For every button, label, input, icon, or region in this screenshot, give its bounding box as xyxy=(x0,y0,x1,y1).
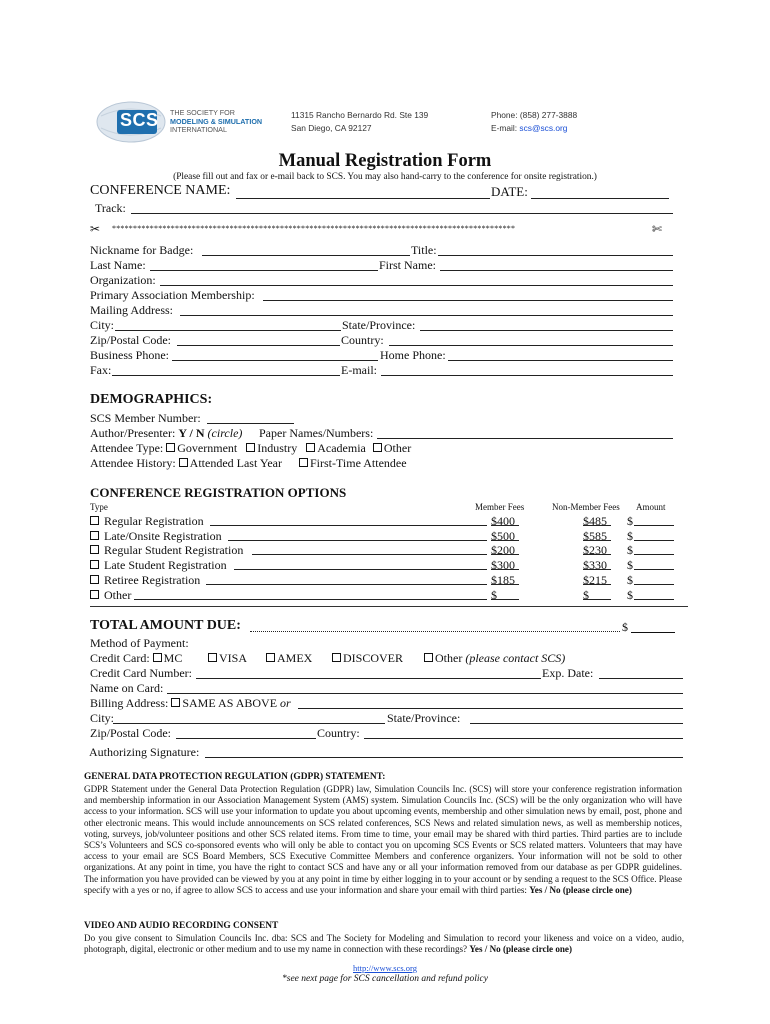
date-label: DATE: xyxy=(491,184,528,199)
attendee-history-last-year[interactable]: Attended Last Year xyxy=(179,456,282,470)
attendee-type-other[interactable]: Other xyxy=(373,441,411,455)
name-on-card-label: Name on Card: xyxy=(90,681,164,695)
checkbox-icon xyxy=(90,545,99,554)
last-name-label: Last Name: xyxy=(90,258,146,272)
fee-member: $ xyxy=(491,587,497,602)
billing-country-field[interactable] xyxy=(364,738,683,739)
checkbox-icon xyxy=(208,653,217,662)
signature-field[interactable] xyxy=(205,757,683,758)
checkbox-icon xyxy=(171,698,180,707)
name-on-card-field[interactable] xyxy=(167,693,683,694)
fee-member: $300 xyxy=(491,558,515,573)
home-phone-field[interactable] xyxy=(448,360,673,361)
checkbox-icon xyxy=(166,443,175,452)
primary-membership-label: Primary Association Membership: xyxy=(90,288,255,302)
fee-nonmember: $230 xyxy=(583,543,607,558)
scissors-left-icon: ✂ xyxy=(90,222,101,236)
registration-leader-line xyxy=(210,525,487,526)
fee-member: $400 xyxy=(491,514,515,528)
checkbox-icon xyxy=(299,458,308,467)
gdpr-consent-answer[interactable]: Yes / No (please circle one) xyxy=(529,884,632,895)
org-address-line2: San Diego, CA 92127 xyxy=(291,122,372,133)
checkbox-icon xyxy=(266,653,275,662)
fee-member: $200 xyxy=(491,543,515,558)
fee-nonmember: $ xyxy=(583,587,589,602)
nickname-field[interactable] xyxy=(202,255,410,256)
checkbox-icon xyxy=(306,443,315,452)
conference-name-field[interactable] xyxy=(236,198,490,199)
checkbox-icon xyxy=(90,516,99,525)
home-phone-label: Home Phone: xyxy=(380,348,446,362)
fee-nonmember: $330 xyxy=(583,558,607,573)
mailing-address-label: Mailing Address: xyxy=(90,303,173,317)
registration-option[interactable]: Retiree Registration xyxy=(90,573,200,587)
fee-nonmember-underline xyxy=(583,554,611,555)
card-option-amex[interactable]: AMEX xyxy=(266,651,312,665)
zip-field[interactable] xyxy=(177,345,340,346)
fee-nonmember-underline xyxy=(583,525,611,526)
card-option-visa[interactable]: VISA xyxy=(208,651,247,665)
fee-amount[interactable]: $ xyxy=(627,572,633,587)
org-email-label: E-mail: xyxy=(491,122,520,133)
last-name-field[interactable] xyxy=(150,270,378,271)
fee-nonmember: $585 xyxy=(583,528,607,543)
attendee-history-label: Attendee History: xyxy=(90,456,176,470)
attendee-type-label: Attendee Type: xyxy=(90,441,164,455)
scissors-right-icon: ✄ xyxy=(652,222,663,236)
fee-amount[interactable]: $ xyxy=(627,543,633,558)
checkbox-icon xyxy=(90,575,99,584)
zip-label: Zip/Postal Code: xyxy=(90,333,171,347)
paper-names-label: Paper Names/Numbers: xyxy=(259,426,374,440)
fee-amount[interactable]: $ xyxy=(627,528,633,543)
city-field[interactable] xyxy=(115,330,341,331)
registration-leader-line xyxy=(234,569,487,570)
track-field[interactable] xyxy=(131,213,673,214)
registration-option[interactable]: Other xyxy=(90,588,131,602)
state-field[interactable] xyxy=(420,330,673,331)
billing-state-label: State/Province: xyxy=(387,711,461,725)
author-presenter-label: Author/Presenter: xyxy=(90,426,179,440)
scs-logo xyxy=(95,98,263,144)
checkbox-icon xyxy=(373,443,382,452)
checkbox-icon xyxy=(153,653,162,662)
member-number-field[interactable] xyxy=(207,423,294,424)
fee-member-underline xyxy=(491,540,519,541)
org-name-line1: THE SOCIETY FOR xyxy=(170,108,235,117)
total-leader-dots xyxy=(250,631,620,632)
fee-member-underline xyxy=(491,525,519,526)
fee-member: $500 xyxy=(491,528,515,543)
registration-leader-line xyxy=(206,584,487,585)
billing-address-field[interactable] xyxy=(298,708,683,709)
gdpr-heading: GENERAL DATA PROTECTION REGULATION (GDPR) STATEMENT: xyxy=(84,772,386,782)
attendee-type-government[interactable]: Government xyxy=(166,441,237,455)
form-title: Manual Registration Form xyxy=(278,151,492,171)
paper-names-field[interactable] xyxy=(377,438,673,439)
registration-leader-line xyxy=(228,540,487,541)
video-consent-heading: VIDEO AND AUDIO RECORDING CONSENT xyxy=(84,921,279,931)
method-of-payment-label: Method of Payment: xyxy=(90,636,189,650)
fee-member-underline xyxy=(491,584,519,585)
checkbox-icon xyxy=(179,458,188,467)
title-field[interactable] xyxy=(438,255,673,256)
registration-option[interactable]: Regular Registration xyxy=(90,514,204,528)
demographics-heading: DEMOGRAPHICS: xyxy=(90,392,213,407)
card-option-mc[interactable]: MC xyxy=(153,651,183,665)
video-consent-answer[interactable]: Yes / No (please circle one) xyxy=(469,944,572,955)
fee-amount-underline xyxy=(634,525,674,526)
org-address-line1: 11315 Rancho Bernardo Rd. Ste 139 xyxy=(291,110,429,120)
member-number-label: SCS Member Number: xyxy=(90,411,201,425)
billing-state-field[interactable] xyxy=(470,723,683,724)
section-divider xyxy=(90,606,688,607)
other-payment-note: (please contact SCS) xyxy=(465,651,566,665)
form-subtitle: (Please fill out and fax or e-mail back to SCS. You may also hand-carry to the conference for onsite registration.) xyxy=(173,172,597,182)
checkbox-icon xyxy=(90,560,99,569)
nickname-label: Nickname for Badge: xyxy=(90,243,194,257)
registration-leader-line xyxy=(134,599,487,600)
total-dollar-sign: $ xyxy=(622,620,628,634)
org-email-link[interactable]: scs@scs.org xyxy=(519,122,568,133)
registration-option[interactable]: Late Student Registration xyxy=(90,558,227,572)
first-name-label: First Name: xyxy=(379,258,436,272)
attendee-history-first-time[interactable]: First-Time Attendee xyxy=(299,456,407,470)
billing-city-label: City: xyxy=(90,711,115,725)
card-option-other[interactable]: Other (please contact SCS) xyxy=(424,651,565,665)
fee-amount-underline xyxy=(634,554,674,555)
fee-nonmember-underline xyxy=(583,540,611,541)
fee-nonmember-underline xyxy=(583,569,611,570)
checkbox-icon xyxy=(90,531,99,540)
total-amount-label: TOTAL AMOUNT DUE: xyxy=(90,618,241,633)
billing-country-label: Country: xyxy=(317,726,360,740)
col-type-header: Type xyxy=(90,502,108,512)
card-number-label: Credit Card Number: xyxy=(90,666,192,680)
billing-zip-field[interactable] xyxy=(176,738,316,739)
first-name-field[interactable] xyxy=(440,270,673,271)
total-amount-field[interactable] xyxy=(631,632,675,633)
country-field[interactable] xyxy=(389,345,673,346)
fee-member-underline xyxy=(491,569,519,570)
fee-member-underline xyxy=(491,599,519,600)
email-field[interactable] xyxy=(381,375,673,376)
checkbox-icon xyxy=(246,443,255,452)
fee-amount[interactable]: $ xyxy=(627,514,633,528)
date-field[interactable] xyxy=(531,198,669,199)
billing-zip-label: Zip/Postal Code: xyxy=(90,726,171,740)
track-label: Track: xyxy=(95,201,126,215)
org-phone: Phone: (858) 277-3888 xyxy=(491,110,578,120)
checkbox-icon xyxy=(90,590,99,599)
fee-member-underline xyxy=(491,554,519,555)
refund-policy-note: *see next page for SCS cancellation and refund policy xyxy=(282,974,488,984)
org-name-line3: INTERNATIONAL xyxy=(170,125,227,135)
video-consent-statement: Do you give consent to Simulation Councils Inc. dba: SCS and The Society for Modeling and Simulation to record your likeness and voice on a video, audio, photograph, digital, electronic or other medium and to use my name in connection with these recordings? Yes / No (please circle one) xyxy=(84,933,684,955)
registration-leader-line xyxy=(252,554,487,555)
credit-card-label: Credit Card: xyxy=(90,651,150,665)
registration-option[interactable]: Late/Onsite Registration xyxy=(90,529,222,543)
col-nonmember-header: Non-Member Fees xyxy=(552,502,620,512)
fax-label: Fax: xyxy=(90,363,112,377)
attendee-type-industry[interactable]: Industry xyxy=(246,441,297,455)
fee-amount[interactable]: $ xyxy=(627,558,633,573)
same-as-above-option[interactable]: SAME AS ABOVE xyxy=(171,696,280,710)
checkbox-icon xyxy=(424,653,433,662)
author-yn-option[interactable]: Y / N xyxy=(178,426,205,440)
primary-membership-field[interactable] xyxy=(263,300,673,301)
signature-label: Authorizing Signature: xyxy=(89,745,200,759)
business-phone-label: Business Phone: xyxy=(90,348,170,362)
mailing-address-field[interactable] xyxy=(180,315,673,316)
billing-address-label: Billing Address: xyxy=(90,696,169,710)
gdpr-statement: GDPR Statement under the General Data Protection Regulation (GDPR) law, Simulation Councils Inc. (SCS) will store your conference registration information and membership information in our Association Management System (AMS) system. Simulation Councils Inc. (SCS) will be the only organization who will have access to your information. SCS will use your information to update you about upcoming events, membership and other simulation news by email, post, phone and other electronic means. This would include announcements on SCS related conferences, SCS News and related simulation news, as well as membership notices, voting, surveys, job/volunteer positions and other SCS related items. From time to time, your email may be shared with third parties. Third parties are to include SCS’s Volunteers and SCS co-sponsored events who will only be able to contact you on upcoming SCS Events or SCS related matters. Volunteers that may have access to your email are SCS Board Members, SCS Executive Committee Members and conference organizers. Your information will not be sold to other organizations. At any point in time, you have the right to contact SCS and have any or all your information removed from our database as per GDPR guidelines. The information you have provided can be viewed by you at any point in time by either logging in to your account or by sending a request to the SCS Office. Please specify with a yes or no, if agree to allow SCS to access and use your information and share your email with third parties: Yes / No (please circle one) xyxy=(84,784,682,895)
fee-nonmember-underline xyxy=(583,599,611,600)
fax-field[interactable] xyxy=(112,375,340,376)
scs-website-link[interactable]: http://www.scs.org xyxy=(353,963,417,973)
fee-nonmember: $485 xyxy=(583,514,607,528)
org-name-line2: MODELING & SIMULATION xyxy=(170,116,263,126)
fee-amount-underline xyxy=(634,569,674,570)
fee-member: $185 xyxy=(491,572,515,587)
exp-date-field[interactable] xyxy=(599,678,683,679)
title-label: Title: xyxy=(411,243,437,257)
fee-nonmember: $215 xyxy=(583,572,607,587)
city-label: City: xyxy=(90,318,115,332)
cut-line: ************************************************************************************************ xyxy=(112,224,516,233)
business-phone-field[interactable] xyxy=(172,360,378,361)
card-number-field[interactable] xyxy=(196,678,541,679)
fee-amount[interactable]: $ xyxy=(627,587,633,602)
country-label: Country: xyxy=(341,333,384,347)
checkbox-icon xyxy=(332,653,341,662)
fee-amount-underline xyxy=(634,540,674,541)
registration-option[interactable]: Regular Student Registration xyxy=(90,543,243,557)
organization-field[interactable] xyxy=(160,285,673,286)
col-member-header: Member Fees xyxy=(475,502,525,512)
email-label: E-mail: xyxy=(341,363,377,377)
author-circle-note: (circle) xyxy=(207,426,243,440)
registration-heading: CONFERENCE REGISTRATION OPTIONS xyxy=(90,485,347,500)
card-option-discover[interactable]: DISCOVER xyxy=(332,651,403,665)
fee-amount-underline xyxy=(634,584,674,585)
attendee-type-academia[interactable]: Academia xyxy=(306,441,366,455)
fee-amount-underline xyxy=(634,599,674,600)
col-amount-header: Amount xyxy=(636,502,666,512)
state-label: State/Province: xyxy=(342,318,416,332)
organization-label: Organization: xyxy=(90,273,156,287)
fee-nonmember-underline xyxy=(583,584,611,585)
conference-name-label: CONFERENCE NAME: xyxy=(90,183,231,198)
or-text: or xyxy=(280,696,291,710)
logo-text: SCS xyxy=(120,110,159,130)
exp-date-label: Exp. Date: xyxy=(542,666,594,680)
billing-city-field[interactable] xyxy=(113,723,385,724)
